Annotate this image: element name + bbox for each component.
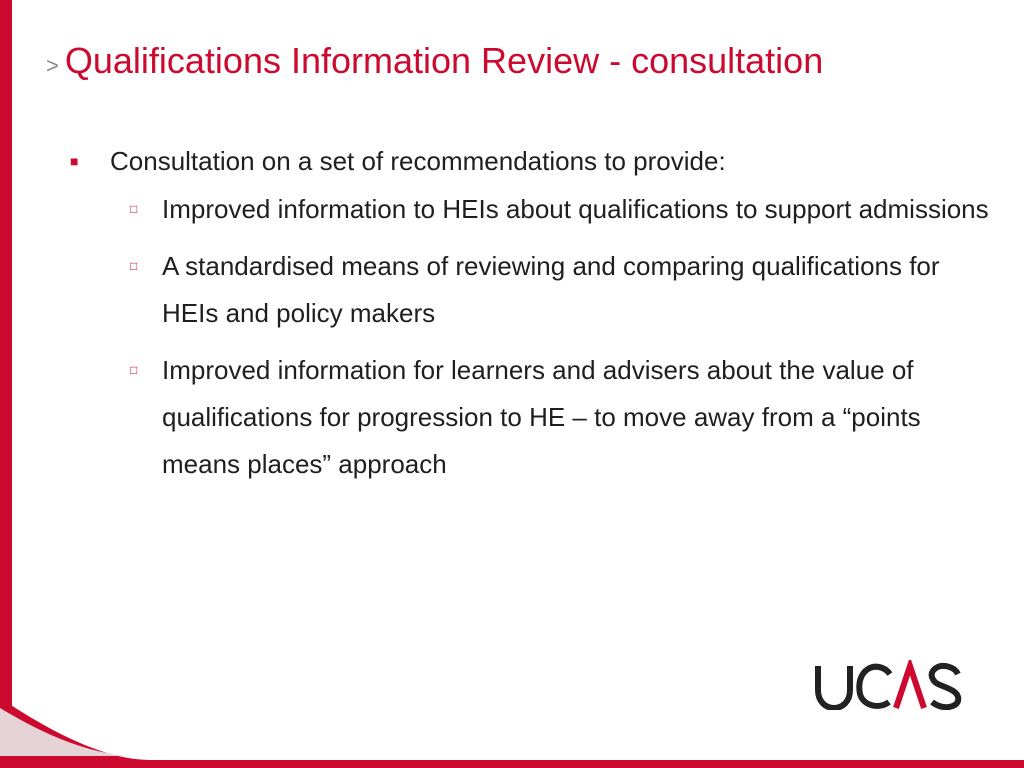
sub-bullet-item	[130, 243, 1000, 337]
square-bullet-icon: ■	[70, 153, 79, 169]
bullet-content	[70, 142, 1000, 498]
sub-bullet-item	[130, 186, 1000, 233]
main-bullet-text: Consultation on a set of recommendations to provide:	[110, 146, 726, 176]
sub-bullet-text: Improved information for learners and advisers about the value of qualifications for progression to HE – to move away from a “points means places” approach	[162, 355, 921, 479]
sub-bullet-text: A standardised means of reviewing and comparing qualifications for HEIs and policy makers	[162, 251, 940, 328]
title-chevron-icon: >	[46, 53, 59, 78]
sub-bullet-item	[130, 347, 1000, 488]
sub-bullet-list	[70, 186, 1000, 488]
page-title: Qualifications Information Review - consultation	[64, 40, 824, 81]
hollow-square-bullet-icon: □	[130, 259, 138, 273]
hollow-square-bullet-icon: □	[130, 363, 138, 377]
sub-bullet-text: Improved information to HEIs about qualifications to support admissions	[162, 194, 989, 224]
ucas-logo	[814, 660, 964, 710]
hollow-square-bullet-icon: □	[130, 202, 138, 216]
left-accent-bar	[0, 0, 12, 768]
main-bullet	[70, 142, 1000, 180]
slide-title	[46, 40, 823, 82]
